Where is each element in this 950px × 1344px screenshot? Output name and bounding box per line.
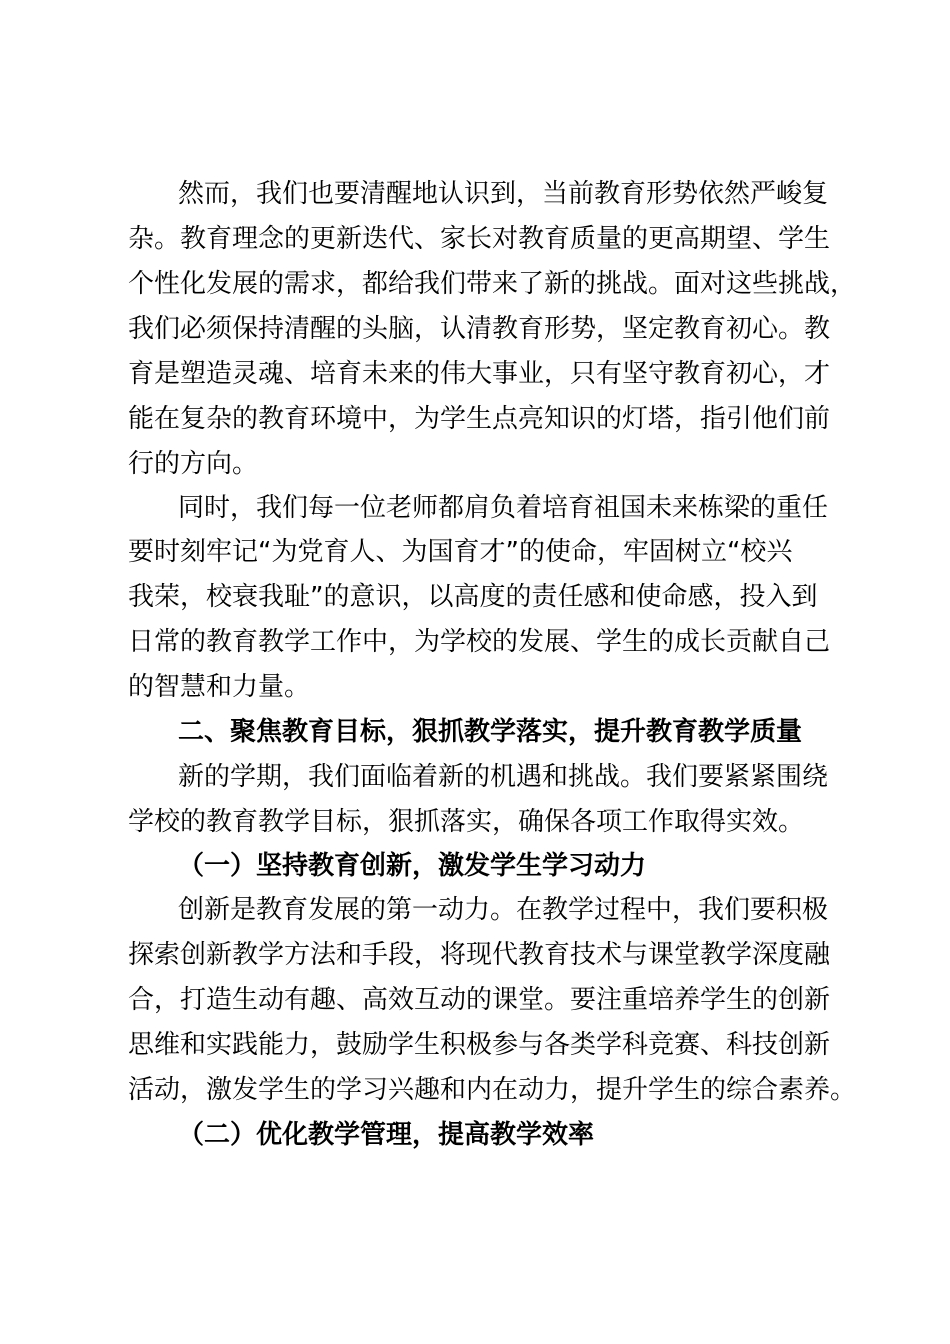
paragraph-1-line-1: 然而，我们也要清醒地认识到，当前教育形势依然严峻复 (178, 179, 829, 209)
section-heading-2: 二、聚焦教育目标，狠抓教学落实，提升教育教学质量 (178, 717, 803, 747)
paragraph-4-line-3: 合，打造生动有趣、高效互动的课堂。要注重培养学生的创新 (128, 985, 831, 1015)
paragraph-1-line-7: 行的方向。 (128, 449, 259, 479)
paragraph-1-line-3: 个性化发展的需求，都给我们带来了新的挑战。面对这些挑战， (128, 269, 857, 299)
subsection-heading-1: （一）坚持教育创新，激发学生学习动力 (178, 851, 647, 881)
paragraph-4-line-5: 活动，激发学生的学习兴趣和内在动力，提升学生的综合素养。 (128, 1075, 857, 1105)
paragraph-1-line-6: 能在复杂的教育环境中，为学生点亮知识的灯塔，指引他们前 (128, 404, 831, 434)
paragraph-3-line-2: 学校的教育教学目标，狠抓落实，确保各项工作取得实效。 (128, 807, 805, 837)
paragraph-4-line-2: 探索创新教学方法和手段，将现代教育技术与课堂教学深度融 (128, 940, 831, 970)
paragraph-1-line-5: 育是塑造灵魂、培育未来的伟大事业，只有坚守教育初心，才 (128, 359, 831, 389)
paragraph-4-line-4: 思维和实践能力，鼓励学生积极参与各类学科竞赛、科技创新 (128, 1030, 831, 1060)
paragraph-1-line-4: 我们必须保持清醒的头脑，认清教育形势，坚定教育初心。教 (128, 314, 831, 344)
paragraph-2-line-4: 日常的教育教学工作中，为学校的发展、学生的成长贡献自己 (128, 627, 831, 657)
paragraph-2-line-5: 的智慧和力量。 (128, 672, 311, 702)
paragraph-3-line-1: 新的学期，我们面临着新的机遇和挑战。我们要紧紧围绕 (178, 762, 829, 792)
paragraph-1-line-2: 杂。教育理念的更新迭代、家长对教育质量的更高期望、学生 (128, 224, 831, 254)
paragraph-4-line-1: 创新是教育发展的第一动力。在教学过程中，我们要积极 (178, 895, 829, 925)
paragraph-2-line-2: 要时刻牢记“为党育人、为国育才”的使命，牢固树立“校兴 (128, 537, 793, 567)
paragraph-2-line-3: 我荣，校衰我耻”的意识，以高度的责任感和使命感，投入到 (128, 582, 818, 612)
paragraph-2-line-1: 同时，我们每一位老师都肩负着培育祖国未来栋梁的重任 (178, 493, 829, 523)
subsection-heading-2: （二）优化教学管理，提高教学效率 (178, 1120, 595, 1150)
